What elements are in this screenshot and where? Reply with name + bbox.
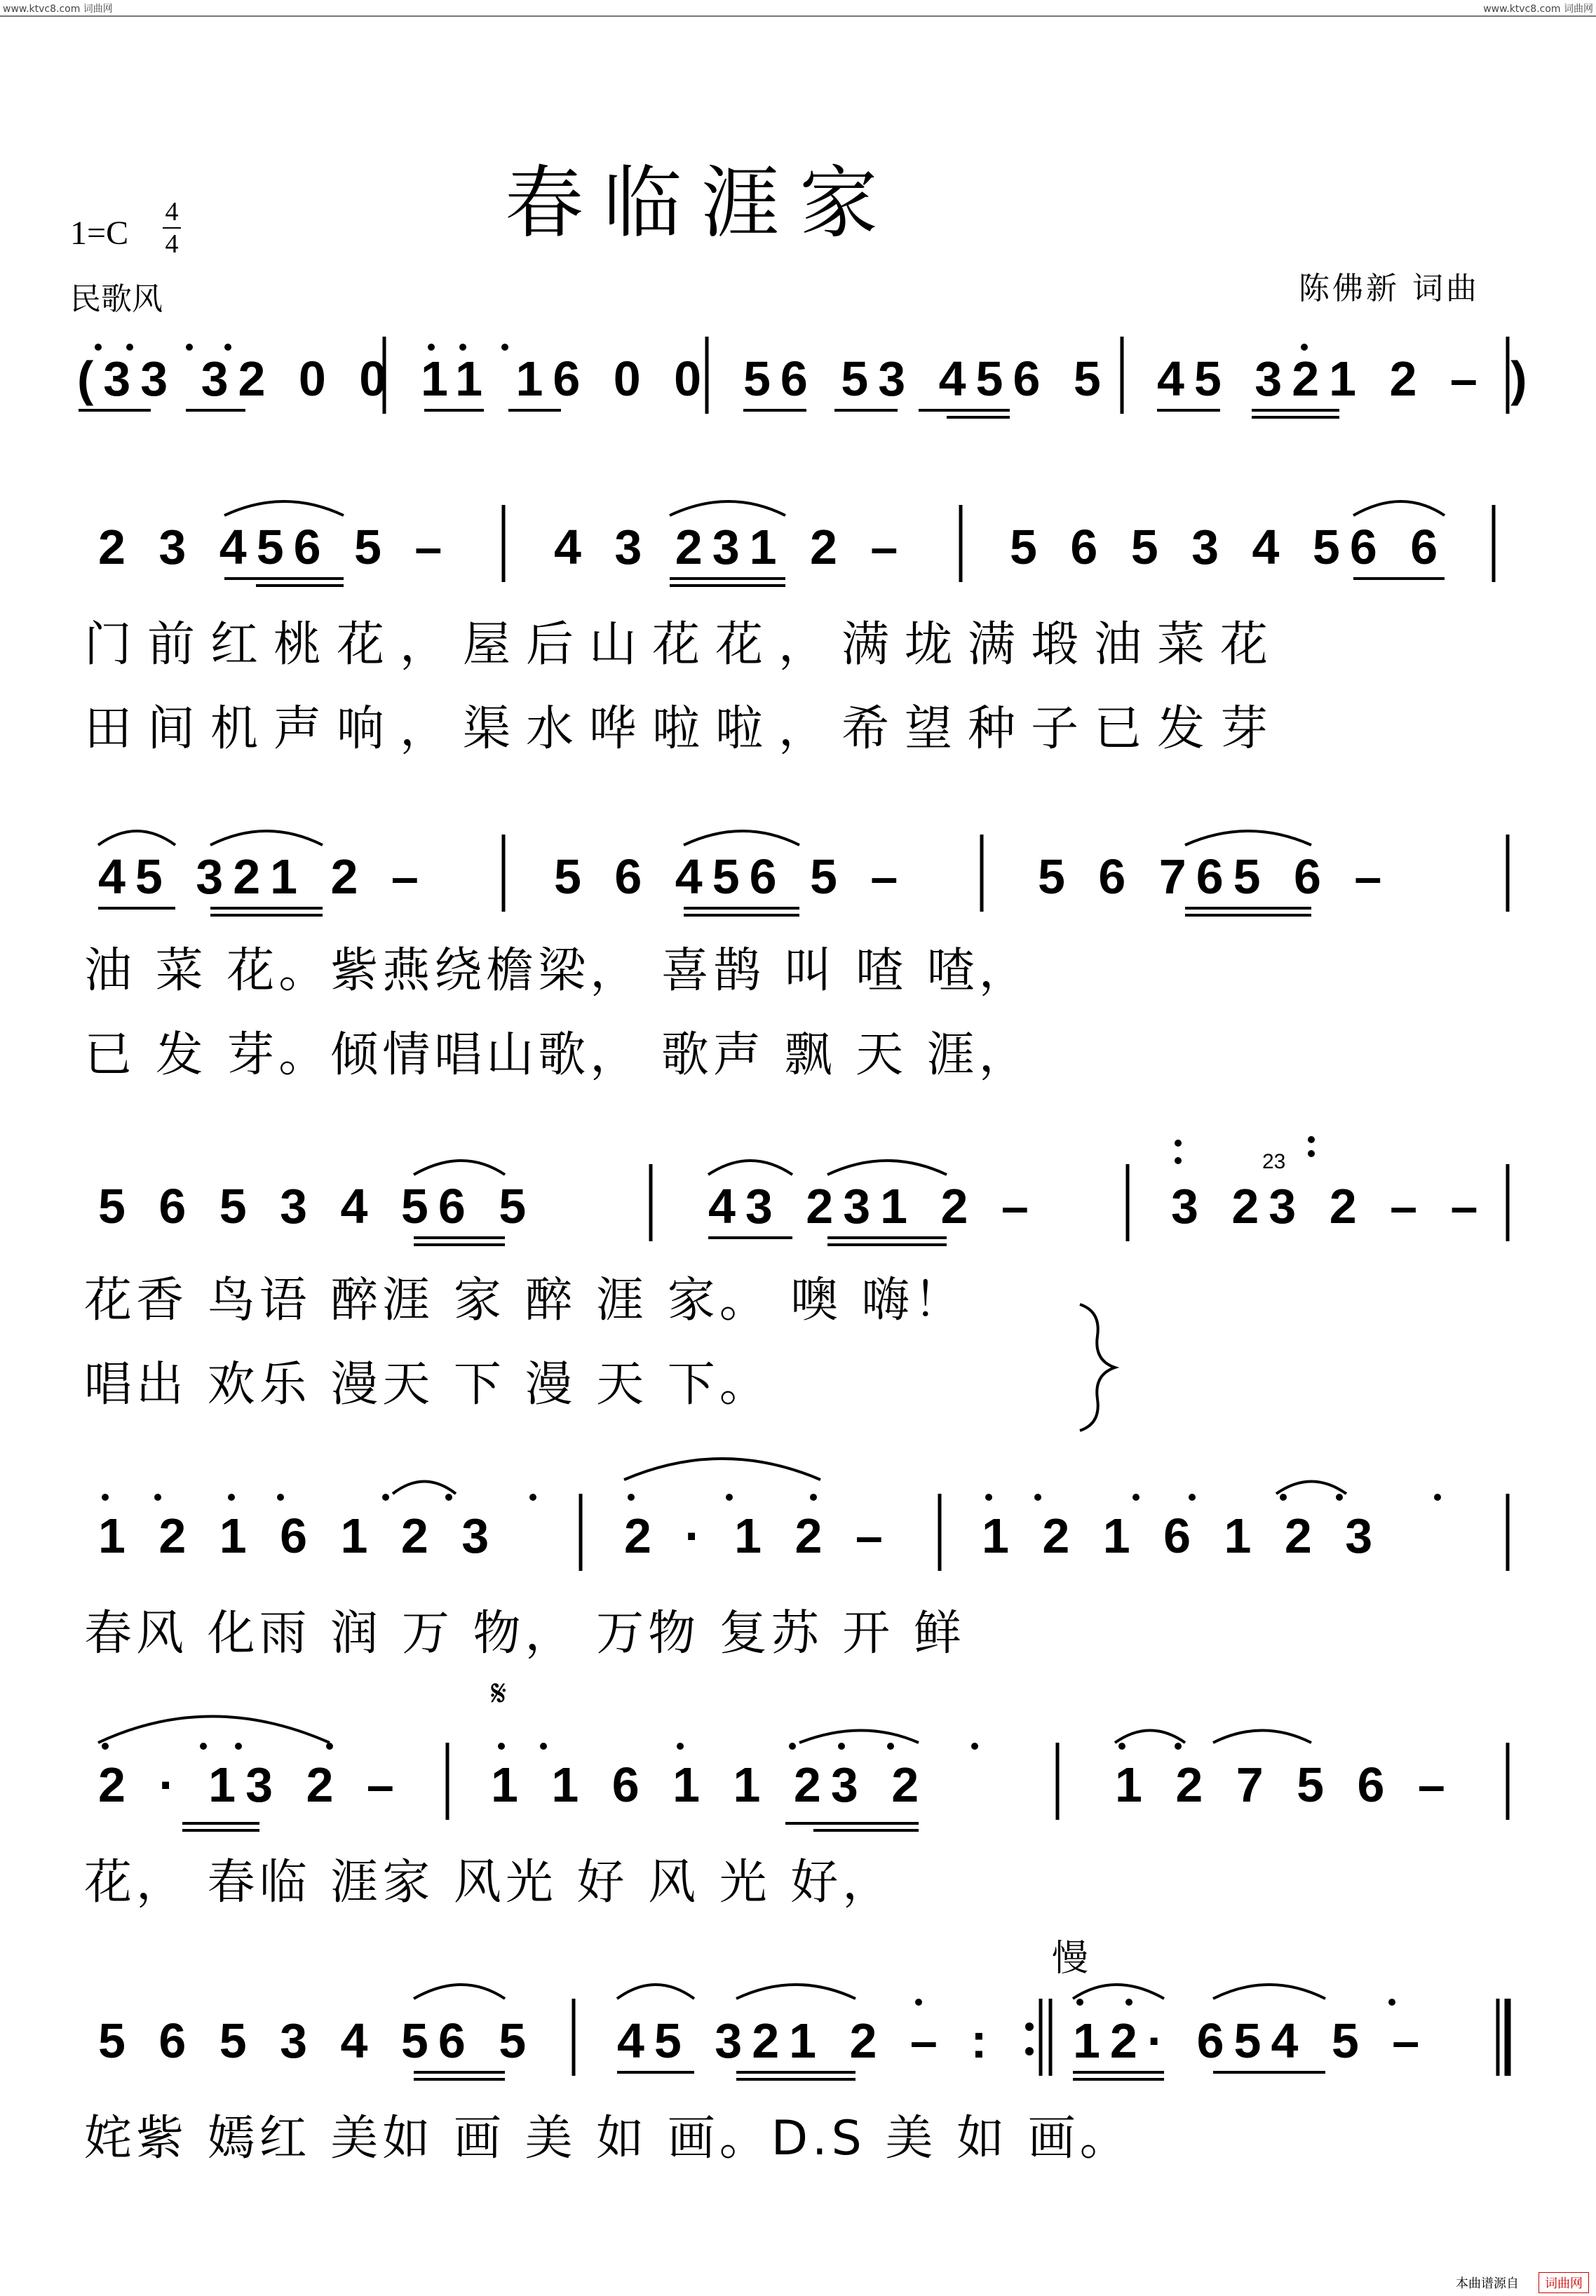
header-site-right: www.ktvc8.com 词曲网 bbox=[1483, 4, 1593, 15]
system-6-lyrics-1: 花， 春临 涯家 风光 好 风 光 好， bbox=[84, 1855, 895, 1910]
grace-note: 23 bbox=[1262, 1150, 1286, 1173]
segno-sign: 𝄋 bbox=[491, 1673, 507, 1715]
time-signature-bottom: 4 bbox=[165, 229, 179, 259]
system-2-measure-2: 4 3 231 2 – bbox=[554, 520, 908, 574]
beam-underlines bbox=[79, 410, 1448, 2079]
system-3-measure-2: 5 6 456 5 – bbox=[554, 849, 908, 904]
system-6-measure-3: 1 2 7 5 6 – bbox=[1115, 1757, 1455, 1812]
system-1-measure-4: 45 321 2 – ) bbox=[1157, 351, 1537, 406]
system-3-measure-1: 45 321 2 – bbox=[98, 849, 428, 904]
octave-dots bbox=[95, 344, 1441, 2006]
system-2-measure-3: 5 6 5 3 4 56 6 bbox=[1010, 520, 1448, 574]
author-credit: 陈佛新 词曲 bbox=[1299, 271, 1480, 306]
system-7-lyrics-1: 姹紫 嫣红 美如 画 美 如 画。D.S 美 如 画。 bbox=[84, 2111, 1132, 2166]
system-5-lyrics-1: 春风 化雨 润 万 物， 万物 复苏 开 鲜 bbox=[84, 1606, 966, 1661]
key-signature: 1=C bbox=[70, 215, 129, 252]
system-5-measure-3: 1 2 1 6 1 2 3 bbox=[982, 1508, 1383, 1563]
system-4-lyrics-2: 唱出 欢乐 漫天 下 漫 天 下。 bbox=[84, 1357, 771, 1412]
slurs bbox=[98, 501, 1448, 1999]
system-5-measure-1: 1 2 1 6 1 2 3 bbox=[98, 1508, 499, 1563]
system-3-measure-3: 5 6 765 6 – bbox=[1038, 849, 1392, 904]
system-1-measure-2: 11 16 0 0 bbox=[421, 351, 712, 406]
system-4-measure-1: 5 6 5 3 4 56 5 bbox=[98, 1179, 536, 1234]
song-title: 春临涯家 bbox=[505, 158, 898, 249]
time-signature-top: 4 bbox=[165, 197, 179, 227]
system-7-measure-1: 5 6 5 3 4 56 5 bbox=[98, 2013, 536, 2068]
system-3-lyrics-1: 油 菜 花。紫燕绕檐梁， 喜鹊 叫 喳 喳， bbox=[84, 943, 1031, 999]
system-2-lyrics-1: 门前红桃花，屋后山花花，满垅满塅油菜花 bbox=[84, 617, 1284, 673]
system-4-measure-3: 3 23 2 – – bbox=[1171, 1179, 1488, 1234]
system-1-measure-3: 56 53 456 5 bbox=[743, 351, 1111, 406]
system-5-measure-2: 2 · 1 2 – bbox=[624, 1508, 893, 1563]
repeat-dots bbox=[1025, 2022, 1034, 2055]
system-7-measure-2: 45 321 2 – : bbox=[617, 2013, 997, 2068]
system-6-measure-1: 2 · 13 2 – bbox=[98, 1757, 404, 1812]
style-label: 民歌风 bbox=[70, 281, 163, 317]
system-3-lyrics-2: 已 发 芽。倾情唱山歌， 歌声 飘 天 涯， bbox=[84, 1027, 1031, 1083]
verse-brace bbox=[1080, 1304, 1115, 1431]
footer-source: 本曲谱源自 bbox=[1456, 2276, 1519, 2291]
system-6-measure-2: 1 1 6 1 1 23 2 bbox=[491, 1757, 929, 1812]
system-7-measure-3: 12· 654 5 – bbox=[1073, 2013, 1430, 2068]
header-site-left: www.ktvc8.com 词曲网 bbox=[3, 4, 113, 15]
footer-logo[interactable]: 词曲网 bbox=[1538, 2272, 1589, 2293]
system-1-measure-1: (33 32 0 0 bbox=[77, 351, 397, 406]
barlines bbox=[384, 337, 1508, 2076]
slow-tempo-mark: 慢 bbox=[1052, 1938, 1089, 1980]
system-2-measure-1: 2 3 456 5 – bbox=[98, 520, 452, 574]
system-4-measure-2: 43 231 2 – bbox=[708, 1179, 1039, 1234]
system-2-lyrics-2: 田间机声响，渠水哗啦啦，希望种子已发芽 bbox=[84, 701, 1284, 757]
system-4-lyrics-1: 花香 鸟语 醉涯 家 醉 涯 家。 噢 嗨！ bbox=[84, 1273, 966, 1328]
